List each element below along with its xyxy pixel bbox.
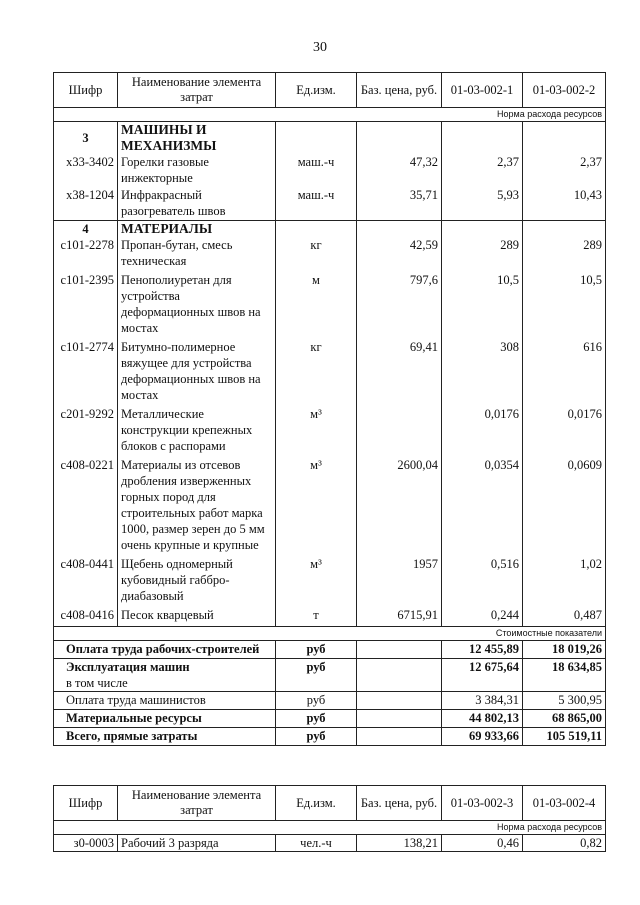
total-value: 12 675,64 <box>442 659 523 692</box>
item-value-2: 0,82 <box>523 835 606 852</box>
item-value-1: 10,5 <box>442 272 523 339</box>
item-unit: маш.-ч <box>276 154 357 187</box>
item-value-1: 0,46 <box>442 835 523 852</box>
header-col2: 01-03-002-2 <box>523 73 606 108</box>
item-name: Пропан-бутан, смесь техническая <box>118 237 276 272</box>
item-code: с408-0221 <box>54 457 118 556</box>
item-value-1: 308 <box>442 339 523 406</box>
norm-label-row <box>54 108 606 122</box>
header-price: Баз. цена, руб. <box>357 73 442 108</box>
item-value-1: 0,244 <box>442 607 523 627</box>
total-label <box>54 659 276 692</box>
table-row <box>54 607 606 627</box>
table-row <box>54 406 606 457</box>
total-label-main: Эксплуатация машин <box>66 660 190 674</box>
total-row <box>54 641 606 659</box>
item-value-1: 289 <box>442 237 523 272</box>
header-unit: Ед.изм. <box>276 73 357 108</box>
norm-label: Норма расхода ресурсов <box>54 821 606 835</box>
header-unit: Ед.изм. <box>276 786 357 821</box>
item-price: 47,32 <box>357 154 442 187</box>
cost-label-row <box>54 627 606 641</box>
item-unit: м³ <box>276 457 357 556</box>
header-name: Наименование элемента затрат <box>118 73 276 108</box>
section-title: МАТЕРИАЛЫ <box>118 221 276 238</box>
table-row <box>54 556 606 607</box>
total-label: Оплата труда рабочих-строителей <box>54 641 276 659</box>
item-value-2: 289 <box>523 237 606 272</box>
item-name: Материалы из отсевов дробления изверженных горных пород для строительных работ марка 1000, размер зерен до 5 мм очень крупные и крупные <box>118 457 276 556</box>
header-col2: 01-03-002-4 <box>523 786 606 821</box>
section-title: МАШИНЫ И МЕХАНИЗМЫ <box>118 122 276 155</box>
header-col1: 01-03-002-3 <box>442 786 523 821</box>
total-value: 44 802,13 <box>442 710 523 728</box>
item-code: с101-2395 <box>54 272 118 339</box>
total-unit: руб <box>276 659 357 692</box>
item-value-2: 0,0609 <box>523 457 606 556</box>
item-name: Металлические конструкции крепежных блоков с распорами <box>118 406 276 457</box>
table-header-row <box>54 786 606 821</box>
header-price: Баз. цена, руб. <box>357 786 442 821</box>
item-code: с408-0416 <box>54 607 118 627</box>
item-name: Битумно-полимерное вяжущее для устройства деформационных швов на мостах <box>118 339 276 406</box>
item-value-2: 10,5 <box>523 272 606 339</box>
item-code: с408-0441 <box>54 556 118 607</box>
total-unit: руб <box>276 710 357 728</box>
item-unit: м <box>276 272 357 339</box>
item-price: 797,6 <box>357 272 442 339</box>
table-row <box>54 457 606 556</box>
item-value-1: 0,0354 <box>442 457 523 556</box>
item-value-2: 1,02 <box>523 556 606 607</box>
total-row <box>54 692 606 710</box>
labor-body <box>54 835 606 852</box>
item-value-2: 2,37 <box>523 154 606 187</box>
item-unit: м³ <box>276 406 357 457</box>
total-label: Материальные ресурсы <box>54 710 276 728</box>
header-code: Шифр <box>54 73 118 108</box>
resource-table-2 <box>53 785 606 852</box>
item-value-2: 0,487 <box>523 607 606 627</box>
section-header <box>54 122 606 155</box>
item-value-1: 0,0176 <box>442 406 523 457</box>
section-header <box>54 221 606 238</box>
item-code: с101-2774 <box>54 339 118 406</box>
total-unit: руб <box>276 692 357 710</box>
item-code: х38-1204 <box>54 187 118 221</box>
page-number: 30 <box>313 40 327 55</box>
table-row <box>54 237 606 272</box>
total-unit: руб <box>276 641 357 659</box>
total-value: 18 019,26 <box>523 641 606 659</box>
total-value: 105 519,11 <box>523 728 606 746</box>
item-price: 138,21 <box>357 835 442 852</box>
total-value: 69 933,66 <box>442 728 523 746</box>
total-label-sub: в том числе <box>66 676 128 690</box>
item-value-1: 2,37 <box>442 154 523 187</box>
item-unit: кг <box>276 237 357 272</box>
item-value-1: 5,93 <box>442 187 523 221</box>
table-row <box>54 272 606 339</box>
table-row <box>54 339 606 406</box>
total-value: 68 865,00 <box>523 710 606 728</box>
total-unit: руб <box>276 728 357 746</box>
total-label: Всего, прямые затраты <box>54 728 276 746</box>
item-price <box>357 406 442 457</box>
total-value: 18 634,85 <box>523 659 606 692</box>
item-name: Пенополиуретан для устройства деформационных швов на мостах <box>118 272 276 339</box>
cost-label: Стоимостные показатели <box>54 627 606 641</box>
table-row <box>54 154 606 187</box>
resource-table-1 <box>53 72 606 746</box>
table-row <box>54 835 606 852</box>
header-col1: 01-03-002-1 <box>442 73 523 108</box>
item-value-2: 0,0176 <box>523 406 606 457</box>
item-price: 1957 <box>357 556 442 607</box>
item-name: Горелки газовые инжекторные <box>118 154 276 187</box>
item-code: с201-9292 <box>54 406 118 457</box>
item-unit: т <box>276 607 357 627</box>
section-number: 3 <box>54 122 118 155</box>
item-code: с101-2278 <box>54 237 118 272</box>
item-unit: м³ <box>276 556 357 607</box>
item-price: 6715,91 <box>357 607 442 627</box>
table-row <box>54 187 606 221</box>
norm-label-row <box>54 821 606 835</box>
total-row <box>54 728 606 746</box>
materials-body <box>54 237 606 627</box>
machines-body <box>54 154 606 221</box>
total-value: 5 300,95 <box>523 692 606 710</box>
item-unit: чел.-ч <box>276 835 357 852</box>
item-price: 69,41 <box>357 339 442 406</box>
total-row <box>54 659 606 692</box>
total-row <box>54 710 606 728</box>
item-name: Инфракрасный разогреватель швов <box>118 187 276 221</box>
item-code: з0-0003 <box>54 835 118 852</box>
total-value: 3 384,31 <box>442 692 523 710</box>
total-label: Оплата труда машинистов <box>54 692 276 710</box>
header-name: Наименование элемента затрат <box>118 786 276 821</box>
item-name: Рабочий 3 разряда <box>118 835 276 852</box>
item-price: 42,59 <box>357 237 442 272</box>
item-price: 2600,04 <box>357 457 442 556</box>
section-number: 4 <box>54 221 118 238</box>
item-value-1: 0,516 <box>442 556 523 607</box>
item-value-2: 616 <box>523 339 606 406</box>
item-value-2: 10,43 <box>523 187 606 221</box>
header-code: Шифр <box>54 786 118 821</box>
item-name: Песок кварцевый <box>118 607 276 627</box>
item-code: х33-3402 <box>54 154 118 187</box>
item-price: 35,71 <box>357 187 442 221</box>
item-unit: маш.-ч <box>276 187 357 221</box>
item-name: Щебень одномерный кубовидный габбро-диабазовый <box>118 556 276 607</box>
total-value: 12 455,89 <box>442 641 523 659</box>
item-unit: кг <box>276 339 357 406</box>
table-header-row <box>54 73 606 108</box>
norm-label: Норма расхода ресурсов <box>54 108 606 122</box>
